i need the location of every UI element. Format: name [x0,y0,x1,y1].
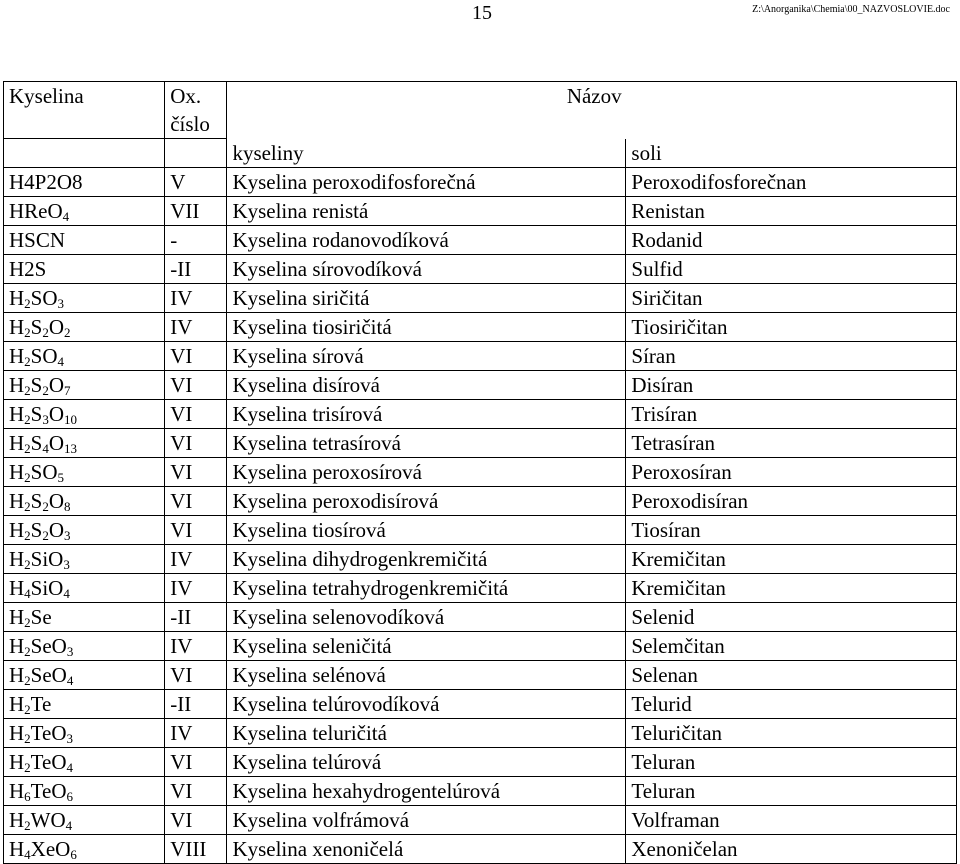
ox-cell: IV [165,574,227,603]
table-row [4,835,957,864]
salt-name-cell: Selemčitan [626,632,957,661]
table-row [4,429,957,458]
ox-cell: -II [165,690,227,719]
formula-cell: $H_2S_3O_{10}$ [4,400,165,429]
salt-name-cell: Selenid [626,603,957,632]
salt-name-cell: Trisíran [626,400,957,429]
table-row [4,632,957,661]
salt-name-cell: Volframan [626,806,957,835]
ox-cell: VIII [165,835,227,864]
acid-name-cell: Kyselina telúrovodíková [227,690,626,719]
acid-name-cell: Kyselina tiosiričitá [227,313,626,342]
formula-cell: HSCN [4,226,165,255]
formula-cell: H4P2O8 [4,168,165,197]
table-row [4,255,957,284]
table-row [4,545,957,574]
table-row [4,603,957,632]
acid-name-cell: Kyselina disírová [227,371,626,400]
ox-cell: VI [165,458,227,487]
table-row [4,661,957,690]
table-row [4,226,957,255]
acid-nomenclature-table [3,81,957,864]
ox-cell: VI [165,777,227,806]
acid-name-cell: Kyselina peroxodisírová [227,487,626,516]
salt-name-cell: Kremičitan [626,545,957,574]
acid-name-cell: Kyselina tiosírová [227,516,626,545]
ox-cell: IV [165,632,227,661]
acid-name-cell: Kyselina dihydrogenkremičitá [227,545,626,574]
formula-cell: $H_4SiO_4$ [4,574,165,603]
col-header-kyselina: Kyselina [4,82,165,139]
acid-name-cell: Kyselina trisírová [227,400,626,429]
acid-name-cell: Kyselina telúrová [227,748,626,777]
acid-name-cell: Kyselina peroxosírová [227,458,626,487]
ox-cell: IV [165,545,227,574]
formula-cell: $H_2SO_4$ [4,342,165,371]
formula-cell: $H_2S_2O_2$ [4,313,165,342]
salt-name-cell: Selenan [626,661,957,690]
salt-name-cell: Tetrasíran [626,429,957,458]
formula-cell: $H_4XeO_6$ [4,835,165,864]
salt-name-cell: Sulfid [626,255,957,284]
ox-cell: IV [165,313,227,342]
col-header-nazov: Názov [227,82,957,111]
acid-name-cell: Kyselina sírovodíková [227,255,626,284]
col-header-soli: soli [626,139,957,168]
table-row [4,284,957,313]
ox-cell: VII [165,197,227,226]
acid-name-cell: Kyselina teluričitá [227,719,626,748]
table-row [4,574,957,603]
col-header-ox: Ox. číslo [165,82,227,139]
formula-cell: $H_2WO_4$ [4,806,165,835]
acid-name-cell: Kyselina volfrámová [227,806,626,835]
acid-name-cell: Kyselina renistá [227,197,626,226]
formula-cell: $H_2SO_3$ [4,284,165,313]
ox-cell: VI [165,342,227,371]
table-row [4,777,957,806]
formula-cell: H2S [4,255,165,284]
ox-cell: VI [165,400,227,429]
table-row [4,313,957,342]
acid-name-cell: Kyselina rodanovodíková [227,226,626,255]
table-row [4,748,957,777]
header-row-3 [4,139,957,168]
ox-cell: - [165,226,227,255]
acid-name-cell: Kyselina selénová [227,661,626,690]
acid-name-cell: Kyselina sírová [227,342,626,371]
ox-cell: IV [165,719,227,748]
acid-name-cell: Kyselina peroxodifosforečná [227,168,626,197]
table-row [4,168,957,197]
file-path: Z:\Anorganika\Chemia\00_NAZVOSLOVIE.doc [752,4,950,15]
table-row [4,719,957,748]
salt-name-cell: Telurid [626,690,957,719]
formula-cell: HReO$_4$ [4,197,165,226]
ox-cell: VI [165,516,227,545]
salt-name-cell: Tiosíran [626,516,957,545]
acid-name-cell: Kyselina tetrasírová [227,429,626,458]
salt-name-cell: Siričitan [626,284,957,313]
formula-cell: $H_2Se$ [4,603,165,632]
salt-name-cell: Peroxodifosforečnan [626,168,957,197]
formula-cell: $H_2S_2O_8$ [4,487,165,516]
table-row [4,516,957,545]
salt-name-cell: Teluran [626,748,957,777]
formula-cell: $H_2S_2O_7$ [4,371,165,400]
formula-cell: $H_6TeO_6$ [4,777,165,806]
formula-cell: $H_2SeO_4$ [4,661,165,690]
formula-cell: $H_2S_2O_3$ [4,516,165,545]
salt-name-cell: Tiosiričitan [626,313,957,342]
ox-cell: -II [165,603,227,632]
acid-name-cell: Kyselina siričitá [227,284,626,313]
salt-name-cell: Teluran [626,777,957,806]
salt-name-cell: Rodanid [626,226,957,255]
acid-name-cell: Kyselina seleničitá [227,632,626,661]
salt-name-cell: Teluričitan [626,719,957,748]
salt-name-cell: Disíran [626,371,957,400]
header-row-1 [4,82,957,111]
header-spacer-3 [4,139,165,168]
ox-cell: VI [165,806,227,835]
ox-cell: VI [165,371,227,400]
ox-cell: VI [165,748,227,777]
table-row [4,400,957,429]
salt-name-cell: Kremičitan [626,574,957,603]
ox-cell: VI [165,487,227,516]
acid-name-cell: Kyselina tetrahydrogenkremičitá [227,574,626,603]
col-header-kyseliny: kyseliny [227,139,626,168]
salt-name-cell: Renistan [626,197,957,226]
ox-cell: VI [165,661,227,690]
salt-name-cell: Xenoničelan [626,835,957,864]
salt-name-cell: Peroxosíran [626,458,957,487]
table-row [4,690,957,719]
salt-name-cell: Síran [626,342,957,371]
formula-cell: $H_2TeO_4$ [4,748,165,777]
table-row [4,371,957,400]
table-row [4,458,957,487]
salt-name-cell: Peroxodisíran [626,487,957,516]
formula-cell: $H_2SiO_3$ [4,545,165,574]
ox-cell: -II [165,255,227,284]
ox-cell: IV [165,284,227,313]
formula-cell: $H_2TeO_3$ [4,719,165,748]
table-row [4,197,957,226]
table-row [4,342,957,371]
table-row [4,487,957,516]
formula-cell: $H_2S_4O_{13}$ [4,429,165,458]
table-row [4,806,957,835]
acid-name-cell: Kyselina xenoničelá [227,835,626,864]
ox-cell: V [165,168,227,197]
header-spacer-4 [165,139,227,168]
header-spacer [227,110,626,138]
acid-name-cell: Kyselina hexahydrogentelúrová [227,777,626,806]
formula-cell: $H_2SeO_3$ [4,632,165,661]
formula-cell: $H_2Te$ [4,690,165,719]
page-number: 15 [472,2,492,24]
header-spacer-2 [626,110,957,138]
ox-cell: VI [165,429,227,458]
formula-cell: $H_2SO_5$ [4,458,165,487]
acid-name-cell: Kyselina selenovodíková [227,603,626,632]
